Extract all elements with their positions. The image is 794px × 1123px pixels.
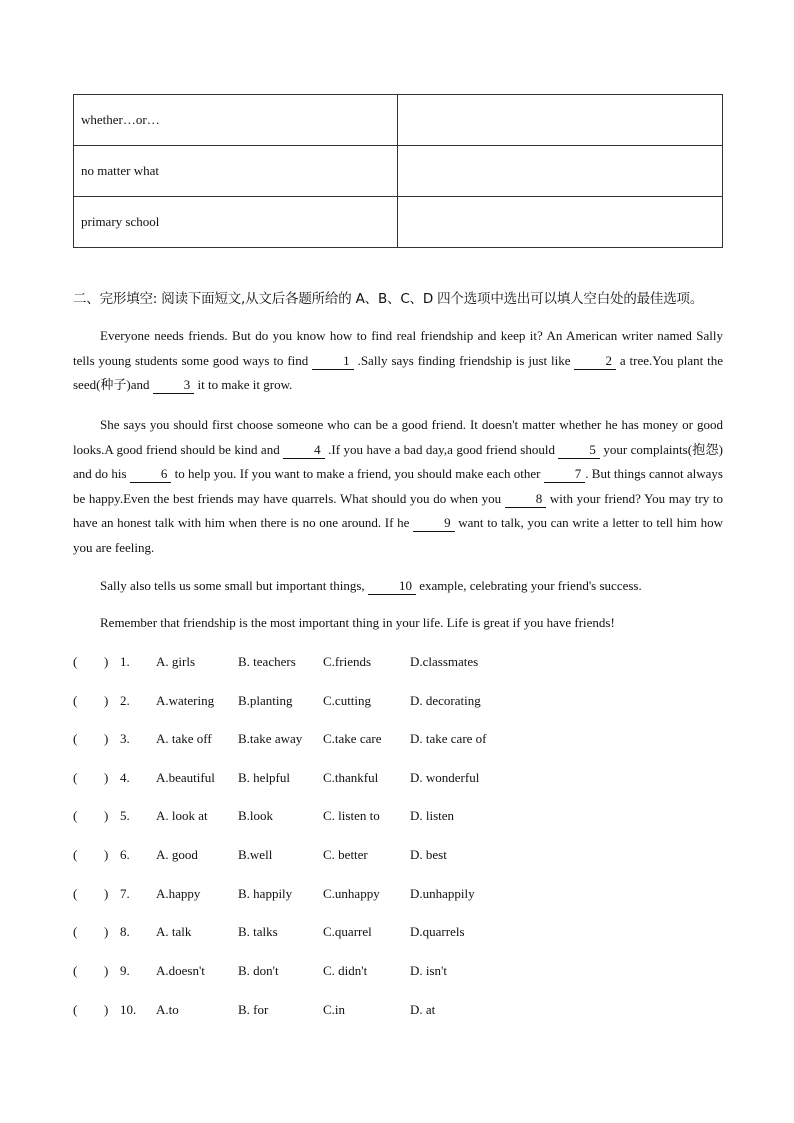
option-c[interactable]: C.friends [323,654,372,669]
blank-9[interactable]: 9 [413,515,455,532]
option-a[interactable]: A. look at [156,808,208,823]
answer-paren-close: ) [104,808,109,823]
option-c[interactable]: C.thankful [323,770,379,785]
option-a[interactable]: A.doesn't [156,963,205,978]
option-c[interactable]: C.in [323,1002,346,1017]
question-number: 6. [120,847,130,862]
question-number: 2. [120,693,130,708]
table-row [74,197,723,248]
blank-7[interactable]: 7 [544,466,586,483]
option-c[interactable]: C.take care [323,731,382,746]
blank-5[interactable]: 5 [558,442,600,459]
blank-8[interactable]: 8 [505,491,547,508]
option-c[interactable]: C. better [323,847,368,862]
passage-paragraph-1 [73,324,723,398]
passage-text: example, celebrating your friend's success. [415,578,642,593]
option-d[interactable]: D. best [410,847,447,862]
option-b[interactable]: B.planting [238,693,293,708]
table-row [74,146,723,197]
option-c[interactable]: C.quarrel [323,924,372,939]
answer-paren-open: ( [73,886,78,901]
option-d[interactable]: D.quarrels [410,924,465,939]
option-c[interactable]: C.cutting [323,693,372,708]
term-cell: primary school [74,197,398,248]
option-b[interactable]: B. for [238,1002,269,1017]
option-b[interactable]: B. happily [238,886,293,901]
answer-paren-open: ( [73,654,78,669]
option-b[interactable]: B. don't [238,963,279,978]
passage-text: your complaints(抱怨) and do his [73,441,723,482]
answer-paren-open: ( [73,808,78,823]
passage-text: Remember that friendship is the most important thing in your life. Life is great if you have friends! [100,615,615,630]
option-d[interactable]: D. wonderful [410,770,480,785]
question-number: 5. [120,808,130,823]
option-b[interactable]: B. helpful [238,770,290,785]
option-a[interactable]: A. talk [156,924,192,939]
answer-paren-close: ) [104,654,109,669]
passage-paragraph-4 [73,611,723,636]
question-number: 10. [120,1002,137,1017]
passage-paragraph-3 [73,574,723,599]
option-a[interactable]: A.beautiful [156,770,215,785]
option-d[interactable]: D. take care of [410,731,487,746]
option-b[interactable]: B.well [238,847,273,862]
section-heading: 二、完形填空: 阅读下面短文,从文后各题所给的 A、B、C、D 四个选项中选出可以填人空白处的最佳选项。 [73,291,704,307]
option-d[interactable]: D. listen [410,808,455,823]
option-c[interactable]: C. didn't [323,963,368,978]
blank-2[interactable]: 2 [574,353,616,370]
passage-text: with your friend? You may try to have an honest talk with him when there is no one around. If he [73,490,723,531]
answer-paren-close: ) [104,924,109,939]
option-d[interactable]: D. at [410,1002,436,1017]
answer-paren-open: ( [73,693,78,708]
question-number: 1. [120,654,130,669]
answer-cell[interactable] [398,95,723,146]
passage-text: . But things cannot always be happy.Even the best friends may have quarrels. What should you do when you [73,466,723,506]
option-b[interactable]: B. talks [238,924,278,939]
answer-paren-close: ) [104,770,109,785]
passage-text: Sally also tells us some small but important things, [100,578,368,593]
passage-text: to help you. If you want to make a friend, you should make each other [171,466,544,482]
option-d[interactable]: D. isn't [410,963,448,978]
blank-10[interactable]: 10 [368,578,416,595]
question-number: 4. [120,770,130,785]
answer-paren-close: ) [104,963,109,978]
answer-cell[interactable] [398,146,723,197]
option-d[interactable]: D.classmates [410,654,479,669]
term-cell: whether…or… [74,95,398,146]
answer-paren-open: ( [73,847,78,862]
passage-text: She says you should first choose someone who can be a good friend. It doesn't matter whether he has money or good looks.A good friend should be kind and [73,417,723,457]
answer-paren-open: ( [73,731,78,746]
term-cell: no matter what [74,146,398,197]
option-b[interactable]: B.take away [238,731,303,746]
option-c[interactable]: C. listen to [323,808,380,823]
answer-paren-open: ( [73,924,78,939]
question-number: 7. [120,886,130,901]
blank-3[interactable]: 3 [153,377,195,394]
passage-paragraph-2 [73,413,723,561]
blank-1[interactable]: 1 [312,353,354,370]
option-c[interactable]: C.unhappy [323,886,380,901]
answer-paren-open: ( [73,1002,78,1017]
option-b[interactable]: B. teachers [238,654,296,669]
question-number: 9. [120,963,130,978]
option-d[interactable]: D.unhappily [410,886,475,901]
question-number: 8. [120,924,130,939]
answer-paren-close: ) [104,886,109,901]
answer-paren-close: ) [104,1002,109,1017]
passage-text: Everyone needs friends. But do you know how to find real friendship and keep it? An American writer named Sally tells young students some good ways to find [73,328,723,368]
option-a[interactable]: A.happy [156,886,201,901]
answer-paren-open: ( [73,963,78,978]
passage-text: it to make it grow. [194,377,293,393]
table-row [74,95,723,146]
question-number: 3. [120,731,130,746]
option-d[interactable]: D. decorating [410,693,481,708]
answer-paren-open: ( [73,770,78,785]
vocab-table [73,94,723,248]
answer-cell[interactable] [398,197,723,248]
passage-text: want to talk, you can write a letter to tell him how you are feeling. [73,515,723,555]
blank-4[interactable]: 4 [283,442,325,459]
option-a[interactable]: A. good [156,847,198,862]
passage-text: .If you have a bad day,a good friend should [324,441,559,457]
passage-text: a tree.You plant the seed(种子)and [73,352,723,393]
answer-paren-close: ) [104,731,109,746]
option-a[interactable]: A. girls [156,654,195,669]
answer-paren-close: ) [104,847,109,862]
passage-text: .Sally says finding friendship is just like [353,352,575,368]
answer-paren-close: ) [104,693,109,708]
option-b[interactable]: B.look [238,808,274,823]
option-a[interactable]: A.watering [156,693,215,708]
blank-6[interactable]: 6 [130,466,172,483]
option-a[interactable]: A. take off [156,731,212,746]
option-a[interactable]: A.to [156,1002,179,1017]
